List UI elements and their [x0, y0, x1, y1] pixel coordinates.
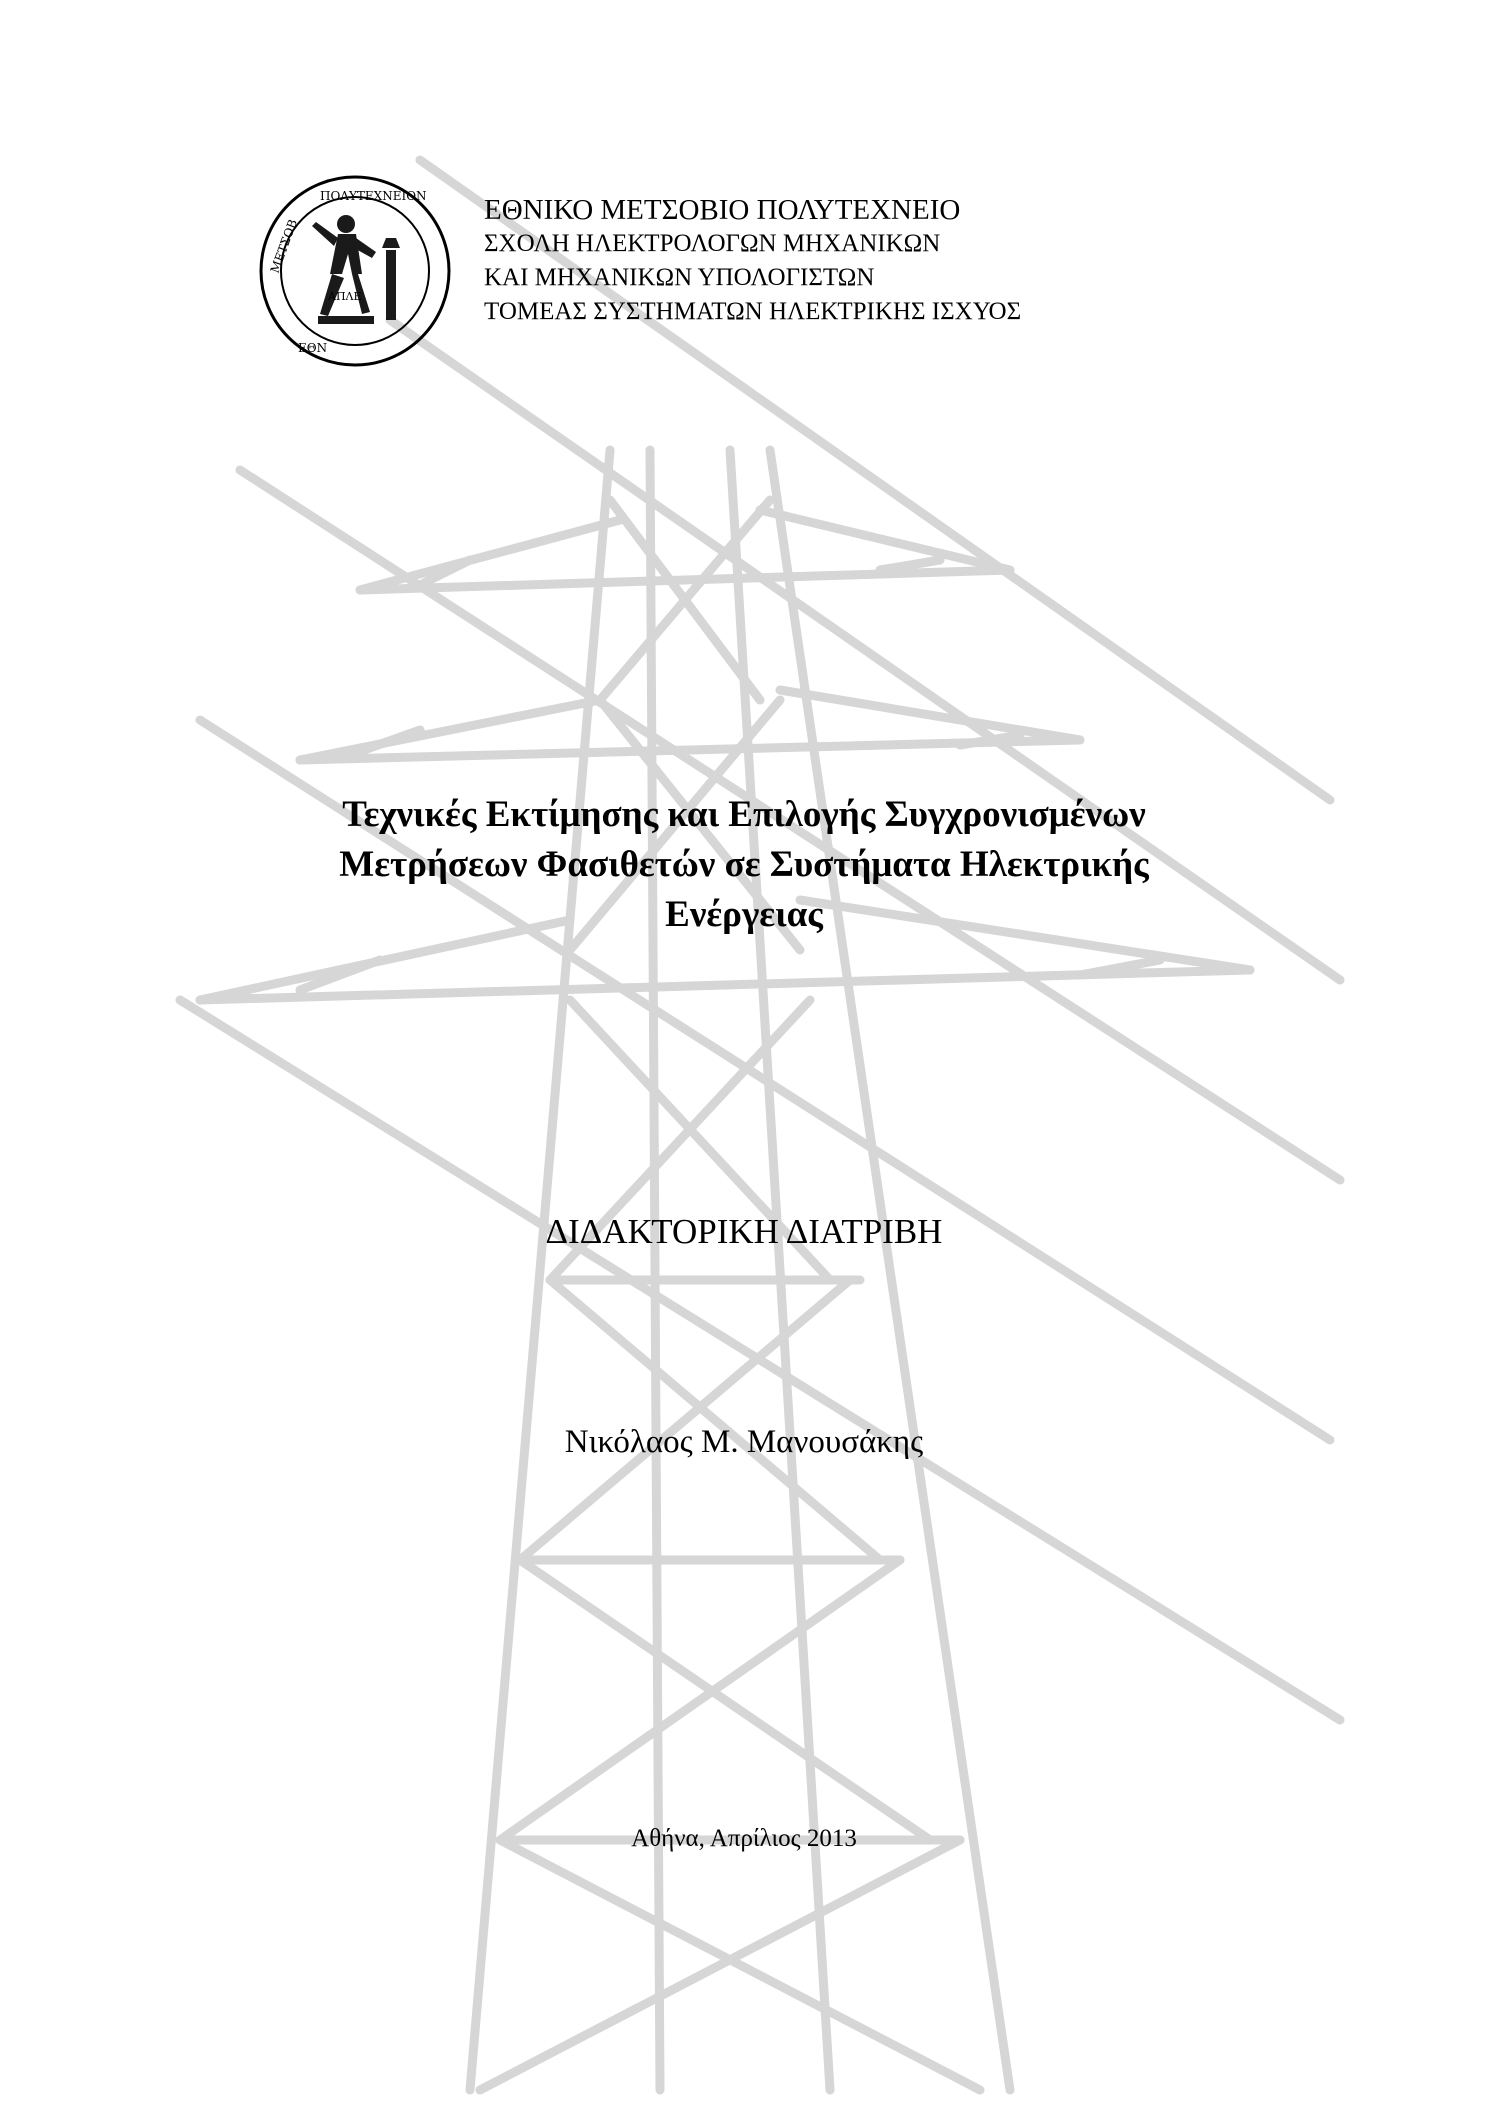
place-date: Αθήνα, Απρίλιος 2013: [631, 1825, 857, 1852]
svg-text:ΠΟΛΥΤΕΧΝΕΙΟΝ: ΠΟΛΥΤΕΧΝΕΙΟΝ: [320, 189, 427, 203]
division-name: ΤΟΜΕΑΣ ΣΥΣΤΗΜΑΤΩΝ ΗΛΕΚΤΡΙΚΗΣ ΙΣΧΥΟΣ: [484, 298, 1022, 325]
school-name-line2: ΚΑΙ ΜΗΧΑΝΙΚΩΝ ΥΠΟΛΟΓΙΣΤΩΝ: [484, 264, 875, 291]
university-seal-icon: [258, 174, 452, 368]
school-name-line1: ΣΧΟΛΗ ΗΛΕΚΤΡΟΛΟΓΩΝ ΜΗΧΑΝΙΚΩΝ: [484, 230, 941, 257]
university-name: ΕΘΝΙΚΟ ΜΕΤΣΟΒΙΟ ΠΟΛΥΤΕΧΝΕΙΟ: [484, 194, 961, 226]
title-line3: Ενέργειας: [665, 894, 823, 935]
svg-text:ΑΠΛΕ: ΑΠΛΕ: [328, 290, 362, 303]
svg-text:ΕΘΝ: ΕΘΝ: [298, 341, 328, 355]
title-line2: Μετρήσεων Φασιθετών σε Συστήματα Ηλεκτρικής: [339, 844, 1149, 885]
author-name: Νικόλαος Μ. Μανουσάκης: [564, 1424, 924, 1460]
svg-text:ΜΕΤΣΟΒ: ΜΕΤΣΟΒ: [267, 217, 301, 276]
document-type: ΔΙΔΑΚΤΟΡΙΚΗ ΔΙΑΤΡΙΒΗ: [545, 1212, 943, 1251]
thesis-title: [200, 790, 1288, 940]
title-line1: Τεχνικές Εκτίμησης και Επιλογής Συγχρονισμένων: [342, 794, 1146, 835]
institution-header: [484, 193, 1021, 329]
